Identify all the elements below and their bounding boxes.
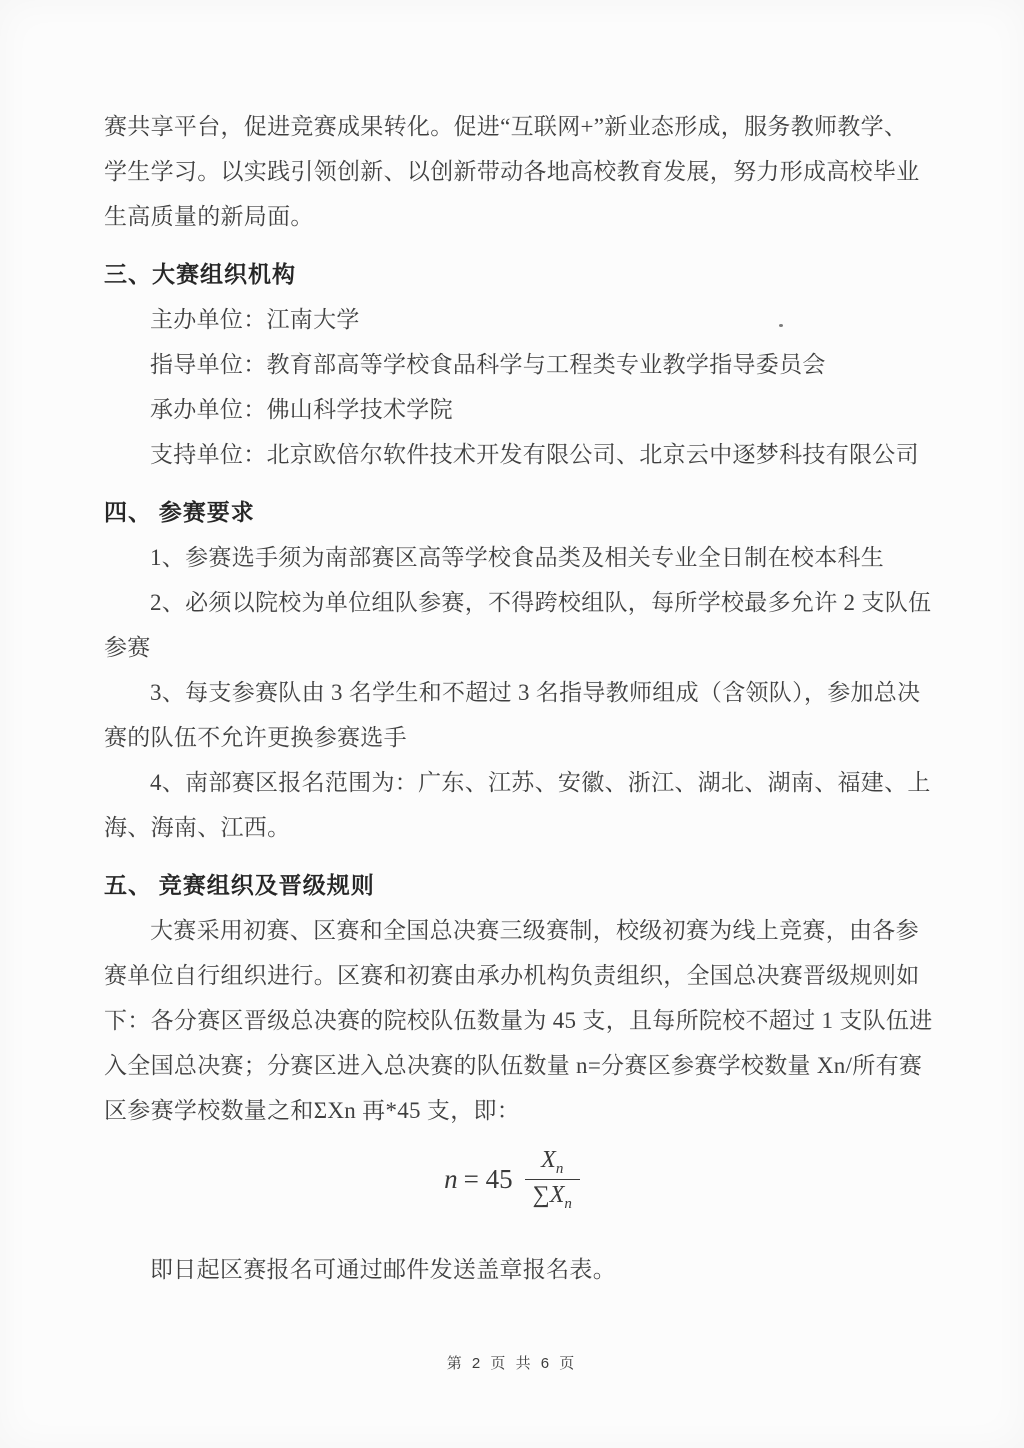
rules-line: 下：各分赛区晋级总决赛的院校队伍数量为 45 支，且每所院校不超过 1 支队伍进: [104, 1008, 933, 1033]
requirement-item-2-cont: 参赛: [104, 635, 151, 660]
requirement-item-3-cont: 赛的队伍不允许更换参赛选手: [104, 725, 407, 750]
rules-line: 赛单位自行组织进行。区赛和初赛由承办机构负责组织，全国总决赛晋级规则如: [104, 963, 920, 988]
promotion-formula: [104, 1139, 920, 1219]
formula-numerator: $X_n$: [541, 1146, 564, 1177]
section-heading-requirements: 四、 参赛要求: [104, 500, 255, 525]
page-number-footer: 第 2 页 共 6 页: [446, 1355, 578, 1372]
organizer-support-line: 支持单位：北京欧倍尔软件技术开发有限公司、北京云中逐梦科技有限公司: [150, 442, 919, 467]
formula-denominator: $\sum X_n$: [525, 1179, 580, 1214]
organizer-undertaker-line: 承办单位：佛山科学技术学院: [150, 397, 453, 422]
requirement-item-3: 3、每支参赛队由 3 名学生和不超过 3 名指导教师组成（含领队），参加总决: [150, 680, 921, 705]
requirement-item-1: 1、参赛选手须为南部赛区高等学校食品类及相关专业全日制在校本科生: [150, 545, 885, 570]
requirement-item-4-cont: 海、海南、江西。: [104, 815, 291, 840]
closing-registration-line: 即日起区赛报名可通过邮件发送盖章报名表。: [150, 1257, 616, 1282]
document-body: [104, 104, 933, 1292]
organizer-guidance-line: 指导单位：教育部高等学校食品科学与工程类专业教学指导委员会: [150, 352, 826, 377]
section-heading-promotion-rules: 五、 竞赛组织及晋级规则: [104, 873, 375, 898]
body-line: 学生学习。以实践引领创新、以创新带动各地高校教育发展，努力形成高校毕业: [104, 159, 920, 184]
requirement-item-4: 4、南部赛区报名范围为：广东、江苏、安徽、浙江、湖北、湖南、福建、上: [150, 770, 931, 795]
section-heading-organizers: 三、大赛组织机构: [104, 262, 296, 287]
body-line: 生高质量的新局面。: [104, 204, 314, 229]
rules-line: 入全国总决赛；分赛区进入总决赛的队伍数量 n=分赛区参赛学校数量 Xn/所有赛: [104, 1053, 923, 1078]
rules-line: 区参赛学校数量之和ΣXn 再*45 支，即：: [104, 1098, 521, 1123]
requirement-item-2: 2、必须以院校为单位组队参赛，不得跨校组队，每所学校最多允许 2 支队伍: [150, 590, 932, 615]
formula-equals-coefficient: = 45: [463, 1163, 513, 1194]
scan-speck-artifact: [779, 324, 783, 327]
rules-line: 大赛采用初赛、区赛和全国总决赛三级赛制，校级初赛为线上竞赛，由各参: [150, 918, 919, 943]
organizer-host-line: 主办单位：江南大学: [150, 307, 360, 332]
formula-variable: n: [444, 1163, 458, 1194]
formula-fraction: [525, 1145, 580, 1213]
body-line: 赛共享平台，促进竞赛成果转化。促进“互联网+”新业态形成，服务教师教学、: [104, 114, 908, 139]
